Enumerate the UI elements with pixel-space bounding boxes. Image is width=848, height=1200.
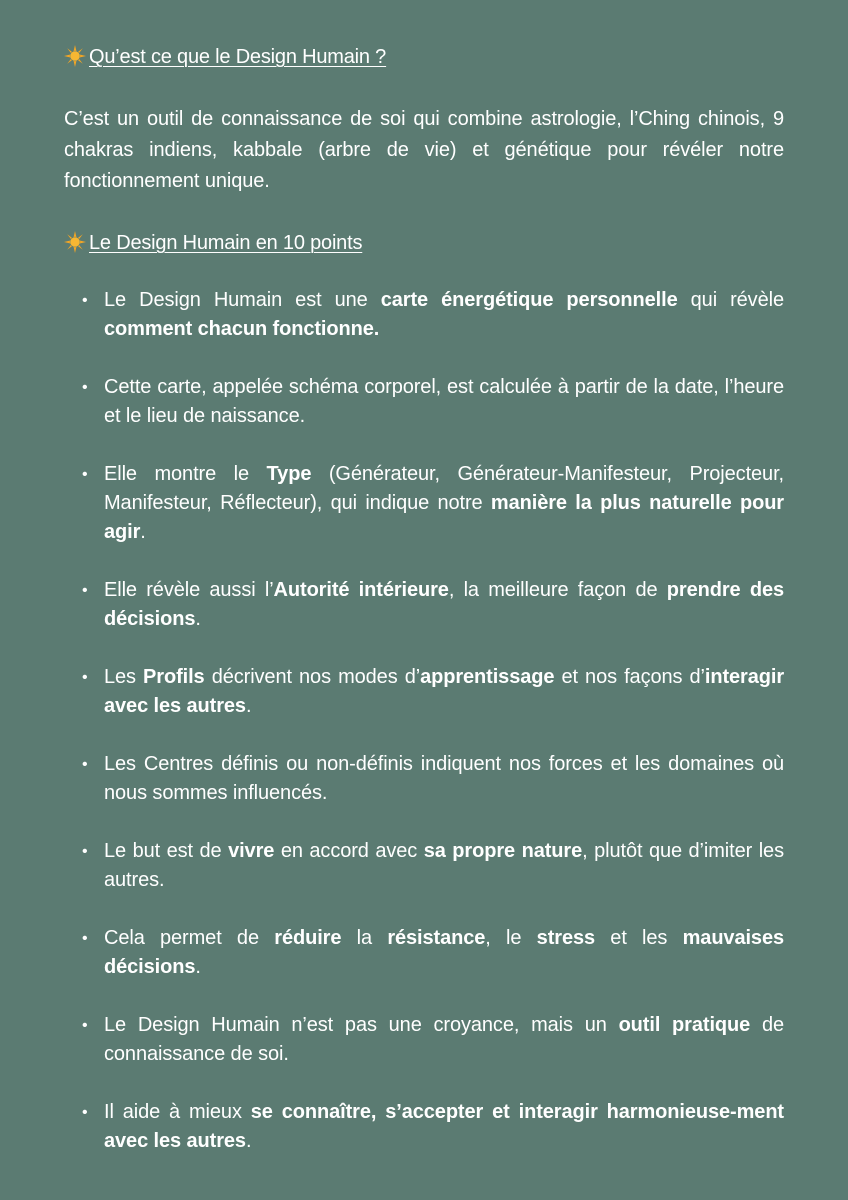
bold-text: apprentissage bbox=[420, 666, 555, 688]
text: , la meilleure façon de bbox=[448, 579, 667, 601]
bullet-icon: • bbox=[82, 1017, 88, 1034]
list-item bbox=[82, 1098, 784, 1156]
text: Elle révèle aussi l’ bbox=[104, 579, 274, 601]
text: Le but est de bbox=[104, 840, 229, 862]
text: et nos façons d’ bbox=[554, 666, 705, 688]
text: décrivent nos modes d’ bbox=[204, 666, 421, 688]
bold-text: stress bbox=[536, 927, 596, 949]
ten-points-list bbox=[82, 286, 784, 1185]
bold-text: résistance bbox=[387, 927, 486, 949]
section-heading-ten-points bbox=[64, 229, 362, 257]
intro-paragraph: C’est un outil de connaissance de soi qui combine astrologie, l’Ching chinois, 9 chakras indiens, kabbale (arbre de vie) et génétique pour révéler notre fonctionnement unique. bbox=[64, 108, 784, 192]
bullet-icon: • bbox=[82, 669, 88, 686]
bold-text: réduire bbox=[274, 927, 342, 949]
text: , le bbox=[485, 927, 537, 949]
text: Les bbox=[104, 666, 144, 688]
bullet-icon: • bbox=[82, 843, 88, 860]
text: qui révèle bbox=[677, 289, 784, 311]
bullet-icon: • bbox=[82, 466, 88, 483]
sun-icon bbox=[64, 231, 86, 253]
bullet-icon: • bbox=[82, 756, 88, 773]
sun-icon bbox=[64, 45, 86, 67]
text: . bbox=[195, 608, 201, 630]
text: Il aide à mieux bbox=[104, 1101, 251, 1123]
text: . bbox=[195, 956, 201, 978]
bold-text: Profils bbox=[143, 666, 205, 688]
text: Le Design Humain est une bbox=[104, 289, 381, 311]
list-item bbox=[82, 460, 784, 547]
text: (Générateur, Générateur-Manifesteur, Projecteur, Manifesteur, Réflecteur), qui indique notre bbox=[104, 463, 784, 514]
bold-text: sa propre nature bbox=[423, 840, 583, 862]
heading-text: Qu’est ce que le Design Humain ? bbox=[89, 46, 387, 68]
bullet-icon: • bbox=[82, 582, 88, 599]
list-item bbox=[82, 750, 784, 808]
bold-text: carte énergétique personnelle bbox=[380, 289, 678, 311]
bold-text: vivre bbox=[228, 840, 275, 862]
text: de connaissance de soi. bbox=[104, 1014, 784, 1065]
bullet-icon: • bbox=[82, 379, 88, 396]
text: . bbox=[245, 1130, 252, 1152]
section-heading-what-is bbox=[64, 43, 386, 71]
text: Cette carte, appelée schéma corporel, est calculée à partir de la date, l’heure et le lieu de naissance. bbox=[104, 376, 784, 427]
bold-text: mauvaises décisions bbox=[104, 927, 785, 978]
text: la bbox=[341, 927, 388, 949]
text: , plutôt que d’imiter les autres. bbox=[104, 840, 784, 891]
text: Cela permet de bbox=[104, 927, 275, 949]
bullet-icon: • bbox=[82, 292, 88, 309]
bold-text: comment chacun fonctionne. bbox=[104, 318, 380, 340]
text: et les bbox=[595, 927, 683, 949]
list-item bbox=[82, 924, 784, 982]
text: Les Centres définis ou non-définis indiquent nos forces et les domaines où nous sommes influencés. bbox=[104, 753, 784, 804]
bold-text: Type bbox=[266, 463, 312, 485]
text: . bbox=[140, 521, 146, 543]
text: en accord avec bbox=[274, 840, 424, 862]
bullet-icon: • bbox=[82, 930, 88, 947]
list-item bbox=[82, 373, 784, 431]
bold-text: interagir avec les autres bbox=[104, 666, 785, 717]
text: . bbox=[245, 695, 252, 717]
bold-text: manière la plus naturelle pour agir bbox=[104, 492, 784, 543]
list-item bbox=[82, 576, 784, 634]
heading-text: Le Design Humain en 10 points bbox=[89, 232, 363, 254]
text: Le Design Humain n’est pas une croyance, mais un bbox=[104, 1014, 619, 1036]
text: Elle montre le bbox=[104, 463, 267, 485]
list-item bbox=[82, 837, 784, 895]
list-item bbox=[82, 663, 784, 721]
bold-text: Autorité intérieure bbox=[273, 579, 449, 601]
list-item bbox=[82, 286, 784, 344]
bold-text: se connaître, s’accepter et interagir harmonieuse-ment avec les autres bbox=[104, 1101, 784, 1152]
bullet-icon: • bbox=[82, 1104, 88, 1121]
bold-text: outil pratique bbox=[618, 1014, 751, 1036]
bold-text: prendre des décisions bbox=[104, 579, 785, 630]
list-item bbox=[82, 1011, 784, 1069]
